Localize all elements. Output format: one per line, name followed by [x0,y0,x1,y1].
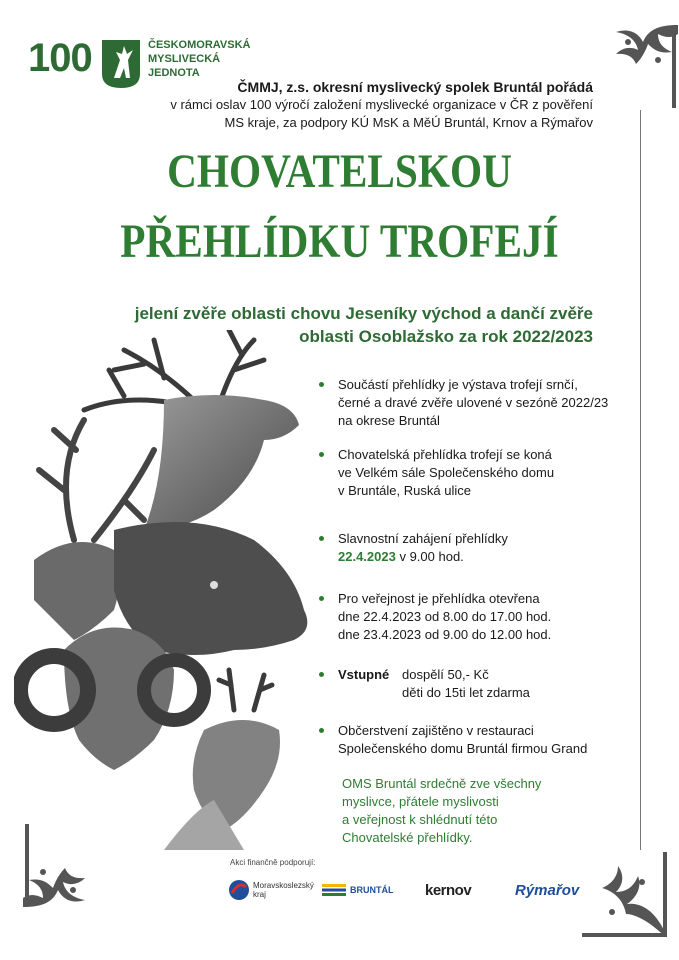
bruntal-stripes-icon [322,884,346,896]
title-line-2: PŘEHLÍDKU TROFEJÍ [120,215,559,268]
entry-spacer [338,684,402,702]
roe-deer-antlers [219,670,272,710]
organizer-line: v rámci oslav 100 výročí založení myslivecké organizace v ČR z pověření [170,97,593,112]
msk-name [253,881,314,899]
msk-name-line: Moravskoslezský [253,881,314,890]
entry-row [338,666,638,684]
logo-name-line: ČESKOMORAVSKÁ [148,39,251,51]
subtitle-line: oblasti Osoblažsko za rok 2022/2023 [299,327,593,346]
list-item-public-hours [316,590,638,644]
invite-line: Chovatelské přehlídky. [342,830,473,845]
opening-date: 22.4.2023 [338,549,396,564]
boar-eye [210,581,218,589]
top-right-ornament [588,20,679,110]
list-item-entry-fee [316,666,638,702]
invite-line: OMS Bruntál srdečně zve všechny [342,776,542,791]
logo-name-line: MYSLIVECKÁ [148,53,221,65]
sponsors-label: Akci finančně podporují: [230,858,316,867]
entry-row [338,684,638,702]
game-animals-illustration [14,330,314,850]
list-item-venue [316,446,638,500]
invite-line: myslivce, přátele myslivosti [342,794,499,809]
logo-name-line: JEDNOTA [148,67,200,79]
entry-label: Vstupné [338,667,390,682]
msk-name-line: kraj [253,890,266,899]
list-item-exhibition [316,376,638,430]
exhibition-line: na okrese Bruntál [338,413,440,428]
logo-number: 100 [28,36,92,80]
msk-emblem-icon [228,879,250,901]
public-line: Pro veřejnost je přehlídka otevřena [338,591,540,606]
title-line-1: CHOVATELSKOU [167,145,512,198]
entry-children: děti do 15ti let zdarma [402,685,530,700]
sponsor-msk-logo [228,876,314,904]
bruntal-name: BRUNTÁL [350,885,394,895]
red-deer-head [144,395,299,530]
exhibition-line: černé a dravé zvěře ulovené v sezóně 2022/23 [338,395,609,410]
organizer-block [133,78,593,132]
organizer-line: ČMMJ, z.s. okresní myslivecký spolek Bruntál pořádá [237,79,593,95]
exhibition-line: Součástí přehlídky je výstava trofejí srnčí, [338,377,578,392]
frame-line-right [640,110,641,850]
invite-line: a veřejnost k shlédnutí této [342,812,498,827]
list-item-refreshments [316,722,638,758]
fallow-deer-head [34,542,119,640]
refreshments-line: Občerstvení zajištěno v restauraci [338,723,534,738]
bottom-right-ornament [572,842,672,942]
organizer-line: MS kraje, za podpory KÚ MsK a MěÚ Bruntál, Krnov a Rýmařov [224,115,593,130]
opening-date-row [338,548,638,566]
sponsor-rymarov-logo: Rýmařov [515,881,580,899]
venue-line: ve Velkém sále Společenského domu [338,465,555,480]
sponsor-krnov-logo: kernov [425,881,472,899]
venue-line: Chovatelská přehlídka trofejí se koná [338,447,552,462]
opening-time: v 9.00 hod. [395,549,464,564]
public-line: dne 23.4.2023 od 9.00 do 12.00 hod. [338,627,552,642]
refreshments-line: Společenského domu Bruntál firmou Grand [338,741,588,756]
entry-adults: dospělí 50,- Kč [402,667,489,682]
fallow-deer-antlers [39,420,154,540]
subtitle-line: jelení zvěře oblasti chovu Jeseníky východ a dančí zvěře [134,304,593,323]
opening-line: Slavnostní zahájení přehlídky [338,531,508,546]
logo-name [148,38,250,80]
sponsor-bruntal-logo [322,876,394,904]
invitation-text [342,775,622,847]
list-item-opening [316,530,638,566]
venue-line: v Bruntále, Ruská ulice [338,483,471,498]
public-line: dne 22.4.2023 od 8.00 do 17.00 hod. [338,609,552,624]
